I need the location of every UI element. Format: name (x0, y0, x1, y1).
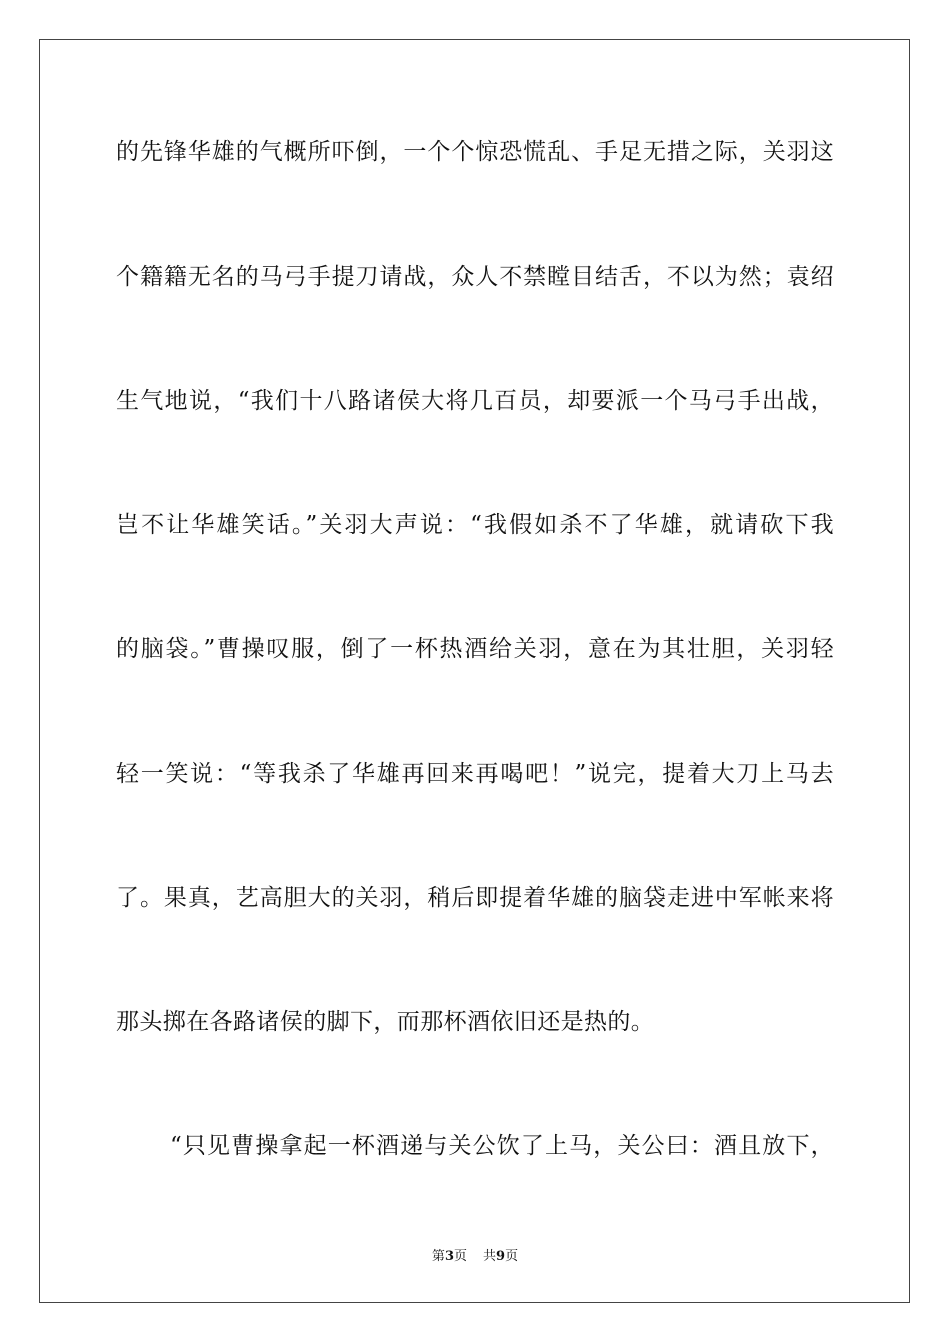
text-line: 的脑袋。”曹操叹服，倒了一杯热酒给关羽，意在为其壮胆，关羽轻 (116, 636, 834, 662)
page-unit: 页 (453, 1249, 467, 1264)
page-total: 9 (496, 1249, 506, 1264)
text-line: 轻一笑说：“等我杀了华雄再回来再喝吧！”说完，提着大刀上马去 (116, 761, 834, 787)
text-line: “只见曹操拿起一杯酒递与关公饮了上马，关公曰：酒且放下， (170, 1133, 834, 1159)
page-prefix: 第 (431, 1249, 445, 1264)
text-line: 了。果真，艺高胆大的关羽，稍后即提着华雄的脑袋走进中军帐来将 (116, 885, 834, 911)
page-current: 3 (444, 1249, 454, 1264)
total-prefix: 共 (483, 1249, 497, 1264)
text-line: 个籍籍无名的马弓手提刀请战，众人不禁瞠目结舌，不以为然；袁绍 (116, 264, 834, 290)
page-border (39, 39, 910, 1303)
page-footer (0, 1248, 950, 1266)
text-line: 生气地说，“我们十八路诸侯大将几百员，却要派一个马弓手出战， (116, 388, 834, 414)
total-unit: 页 (505, 1249, 519, 1264)
text-line: 岂不让华雄笑话。”关羽大声说：“我假如杀不了华雄，就请砍下我 (116, 512, 834, 538)
text-line: 的先锋华雄的气概所吓倒，一个个惊恐慌乱、手足无措之际，关羽这 (116, 139, 834, 165)
text-line: 那头掷在各路诸侯的脚下，而那杯酒依旧还是热的。 (116, 1009, 655, 1035)
